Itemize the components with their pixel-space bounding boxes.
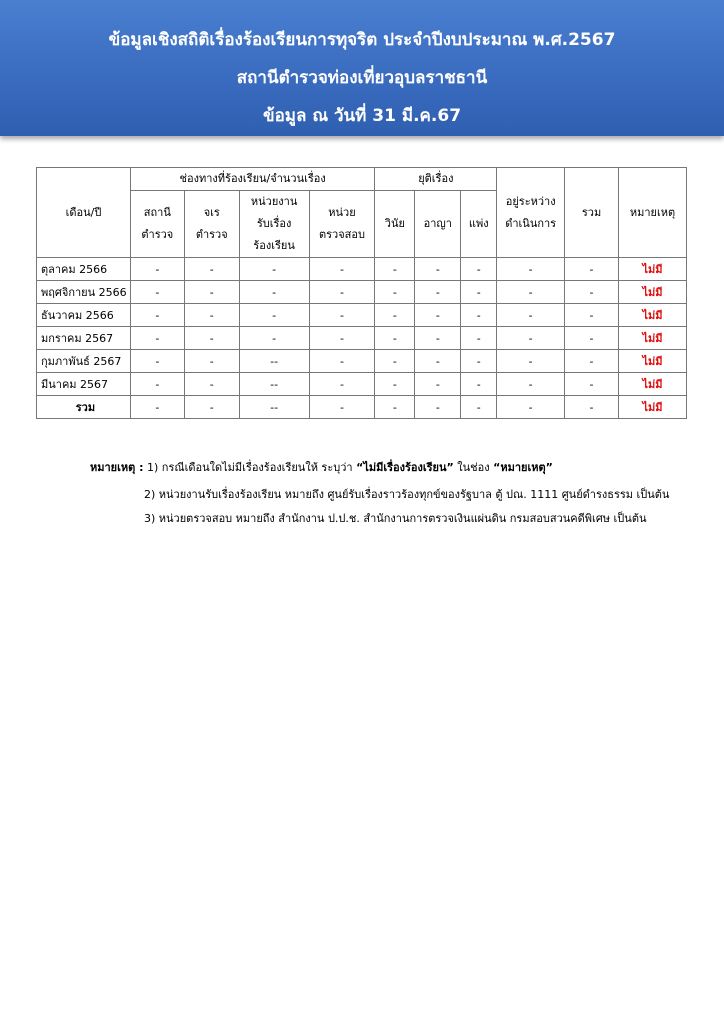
header-total: รวม [565,168,619,258]
row-value: - [565,281,619,304]
header-agency: หน่วยงาน รับเรื่อง ร้องเรียน [239,191,309,258]
row-value: - [415,327,461,350]
row-value: - [184,396,239,419]
row-remark: ไม่มี [618,281,686,304]
row-value: - [184,258,239,281]
row-value: - [130,327,184,350]
row-value: - [461,396,497,419]
table-row [37,304,687,327]
row-month: กุมภาพันธ์ 2567 [37,350,131,373]
row-value: - [497,281,565,304]
row-month: ตุลาคม 2566 [37,258,131,281]
row-value: - [130,396,184,419]
row-value: - [497,258,565,281]
row-value: - [415,350,461,373]
row-month: มกราคม 2567 [37,327,131,350]
row-value: - [239,258,309,281]
row-value: - [565,304,619,327]
report-title: ข้อมูลเชิงสถิติเรื่องร้องเรียนการทุจริต ประจำปีงบประมาณ พ.ศ.2567 [108,30,616,50]
header-banner [0,0,724,136]
row-value: - [415,281,461,304]
notes-label: หมายเหตุ : [90,461,144,474]
station-name: สถานีตำรวจท่องเที่ยวอุบลราชธานี [236,68,488,88]
row-remark: ไม่มี [618,258,686,281]
row-value: - [415,396,461,419]
note-3: 3) หน่วยตรวจสอบ หมายถึง สำนักงาน ป.ป.ช. สำนักงานการตรวจเงินแผ่นดิน กรมสอบสวนคดีพิเศษ เป็นต้น [144,512,647,525]
header-month: เดือน/ปี [37,168,131,258]
table-row [37,350,687,373]
row-value: - [309,350,375,373]
row-value: - [184,281,239,304]
row-value: -- [239,350,309,373]
row-remark: ไม่มี [618,304,686,327]
row-value: - [309,373,375,396]
table-row [37,258,687,281]
table-row [37,281,687,304]
row-value: - [184,373,239,396]
header-resolved-group: ยุติเรื่อง [375,168,497,191]
row-remark: ไม่มี [618,327,686,350]
row-value: - [375,396,415,419]
row-value: - [184,304,239,327]
row-value: - [565,373,619,396]
row-value: - [239,304,309,327]
total-row [37,396,687,419]
row-value: - [415,304,461,327]
row-value: - [375,258,415,281]
row-value: - [497,373,565,396]
note-1: หมายเหตุ : 1) กรณีเดือนใดไม่มีเรื่องร้องเรียนให้ ระบุว่า “ไม่มีเรื่องร้องเรียน” ในช่อง “หมายเหตุ” [90,461,553,474]
row-remark: ไม่มี [618,396,686,419]
row-value: - [461,373,497,396]
header-patrol: จเร ตำรวจ [184,191,239,258]
row-value: - [565,258,619,281]
complaint-statistics-table [36,167,687,419]
row-value: - [184,327,239,350]
header-station: สถานี ตำรวจ [130,191,184,258]
row-value: - [375,350,415,373]
row-value: -- [239,396,309,419]
row-month: รวม [37,396,131,419]
header-audit: หน่วย ตรวจสอบ [309,191,375,258]
row-value: - [565,327,619,350]
row-month: ธันวาคม 2566 [37,304,131,327]
row-month: มีนาคม 2567 [37,373,131,396]
data-date: ข้อมูล ณ วันที่ 31 มี.ค.67 [262,106,462,126]
table-row [37,373,687,396]
row-value: - [130,373,184,396]
row-value: - [184,350,239,373]
row-value: - [309,396,375,419]
row-value: - [375,373,415,396]
row-month: พฤศจิกายน 2566 [37,281,131,304]
row-value: - [461,258,497,281]
row-value: - [375,281,415,304]
row-value: - [497,327,565,350]
row-value: - [461,304,497,327]
row-remark: ไม่มี [618,350,686,373]
row-value: - [309,258,375,281]
row-value: - [130,281,184,304]
row-value: - [497,396,565,419]
header-pending: อยู่ระหว่าง ดำเนินการ [497,168,565,258]
row-remark: ไม่มี [618,373,686,396]
row-value: - [415,258,461,281]
header-remark: หมายเหตุ [618,168,686,258]
table-row [37,327,687,350]
row-value: - [239,281,309,304]
row-value: - [375,327,415,350]
row-value: - [461,281,497,304]
row-value: - [565,350,619,373]
note-2: 2) หน่วยงานรับเรื่องร้องเรียน หมายถึง ศูนย์รับเรื่องราวร้องทุกข์ของรัฐบาล ตู้ ปณ. 1111 ศูนย์ดำรงธรรม เป็นต้น [144,488,670,501]
header-civil: แพ่ง [461,191,497,258]
row-value: - [461,327,497,350]
row-value: - [309,304,375,327]
row-value: - [130,258,184,281]
row-value: - [309,327,375,350]
header-channels-group: ช่องทางที่ร้องเรียน/จำนวนเรื่อง [130,168,375,191]
row-value: - [497,304,565,327]
row-value: - [239,327,309,350]
row-value: - [565,396,619,419]
row-value: -- [239,373,309,396]
row-value: - [497,350,565,373]
row-value: - [130,350,184,373]
header-discipline: วินัย [375,191,415,258]
row-value: - [130,304,184,327]
row-value: - [309,281,375,304]
header-criminal: อาญา [415,191,461,258]
row-value: - [415,373,461,396]
row-value: - [375,304,415,327]
row-value: - [461,350,497,373]
